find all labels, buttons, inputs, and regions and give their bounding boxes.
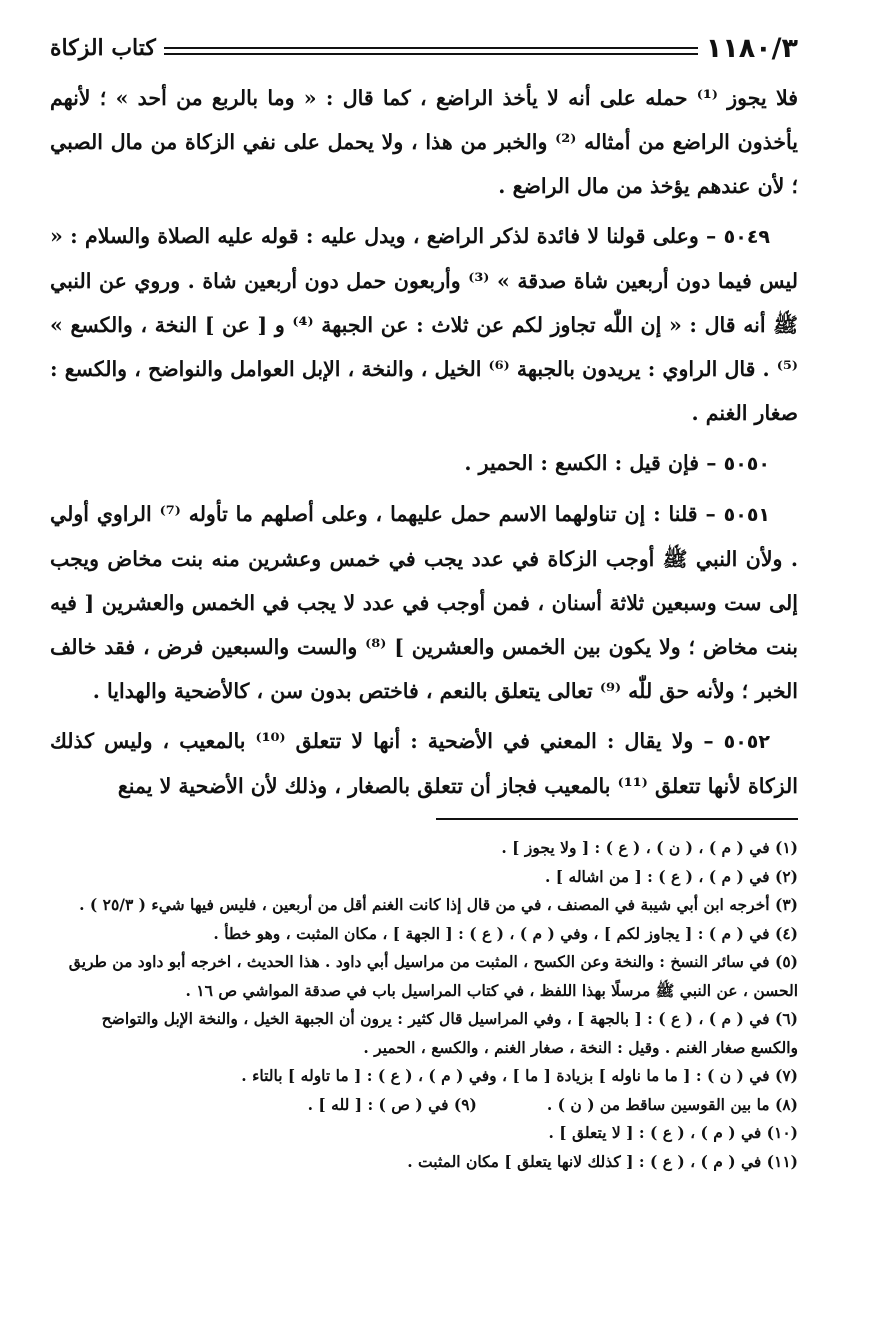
- footnote-6: (٦) في ( م ) ، ( ع ) : [ بالجهة ] ، وفي المراسيل قال كثير : يرون أن الجبهة الخيل ، والنخة الإبل والتواضح والكسع صغار الغنم . وقيل : النخة ، صغار الغنم ، والكسع ، الحمير .: [101, 1009, 798, 1057]
- footnote-7: (٧) في ( ن ) : [ ما ما ناوله ] بزيادة [ ما ] ، وفي ( م ) ، ( ع ) : [ ما تاوله ] بالتاء .: [241, 1066, 798, 1085]
- paragraph-5051: [50, 492, 798, 713]
- footnote-8-9-row: [50, 1091, 798, 1120]
- footnote-2: (٢) في ( م ) ، ( ع ) : [ من اشاله ] .: [544, 866, 798, 886]
- footnote-11: (١١) في ( م ) ، ( ع ) : [ كذلك لانها يتعلق ] مكان المثبت .: [407, 1151, 798, 1171]
- footnote-separator: [436, 818, 798, 820]
- paragraph-number: ٥٠٤٩: [723, 226, 771, 248]
- page-number: ١١٨٠/٣: [705, 32, 798, 64]
- footnote-4: (٤) في ( م ) : [ يجاوز لكم ] ، وفي ( م ) ، ( ع ) : [ الجهة ] ، مكان المثبت ، وهو خطأ .: [213, 923, 798, 943]
- paragraph-intro: [50, 76, 798, 208]
- paragraph-5050: [50, 441, 798, 486]
- footnote-3: (٣) أخرجه ابن أبي شيبة في المصنف ، في من قال إذا كانت الغنم أقل من أربعين ، فليس فيها شيء ( ٢٥/٣ ) .: [79, 895, 798, 914]
- paragraph-text: – فإن قيل : الكسع : الحمير .: [464, 451, 717, 475]
- footnotes: [50, 834, 798, 1176]
- footnote-5: (٥) في سائر النسخ : والنخة وعن الكسح ، المثبت من مراسيل أبي داود . هذا الحديث ، اخرجه أبو داود من طريق الحسن ، عن النبي ﷺ مرسلًا بهذا اللفظ ، في كتاب المراسيل باب في صدقة المواشي ص ١٦ .: [68, 952, 798, 1000]
- paragraph-number: ٥٠٥١: [723, 504, 771, 526]
- paragraph-text: – وعلى قولنا لا فائدة لذكر الراضع ، ويدل عليه : قوله عليه الصلاة والسلام : « ليس فيما دون أربعين شاة صدقة » ⁽³⁾ وأربعون حمل دون أربعين شاة . وروي عن النبي ﷺ أنه قال : « إن اللّٰه تجاوز لكم عن ثلاث : عن الجبهة ⁽⁴⁾ و [ عن ] النخة ، والكسع » ⁽⁵⁾ . قال الراوي : يريدون بالجبهة ⁽⁶⁾ الخيل ، والنخة ، الإبل العوامل والنواضح ، والكسع : صغار الغنم .: [50, 224, 799, 425]
- running-title: كتاب الزكاة: [50, 35, 156, 61]
- paragraph-5052: [50, 719, 798, 808]
- footnote-1: (١) في ( م ) ، ( ن ) ، ( ع ) : [ ولا يجوز ] .: [501, 838, 798, 857]
- paragraph-number: ٥٠٥٠: [723, 453, 770, 475]
- header-rule: [164, 47, 698, 55]
- paragraph-text: فلا يجوز ⁽¹⁾ حمله على أنه لا يأخذ الراضع ، كما قال : « وما بالربع من أحد » ؛ لأنهم يأخذون الراضع من أمثاله ⁽²⁾ والخبر من هذا ، ولا يحمل على نفي الزكاة من مال الصبي ؛ لأن عندهم يؤخذ من مال الراضع .: [50, 86, 799, 198]
- paragraph-number: ٥٠٥٢: [723, 731, 770, 753]
- book-page: [50, 28, 798, 1176]
- paragraph-text: – ولا يقال : المعني في الأضحية : أنها لا تتعلق ⁽¹⁰⁾ بالمعيب ، وليس كذلك الزكاة لأنها تتعلق ⁽¹¹⁾ بالمعيب فجاز أن تتعلق بالصغار ، وذلك لأن الأضحية لا يمنع: [50, 729, 798, 798]
- footnote-10: (١٠) في ( م ) ، ( ع ) : [ لا يتعلق ] .: [548, 1123, 798, 1142]
- paragraph-text: – قلنا : إن تناولهما الاسم حمل عليهما ، وعلى أصلهم ما تأوله ⁽⁷⁾ الراوي أولي . ولأن النبي ﷺ أوجب الزكاة في عدد يجب في خمس وعشرين منه بنت مخاض ويجب إلى ست وسبعين ثلاثة أسنان ، فمن أوجب في عدد لا يجب في الخمس والعشرين [ فيه بنت مخاض ؛ ولا يكون بين الخمس والعشرين ] ⁽⁸⁾ والست والسبعين فرض ، فقد خالف الخبر ؛ ولأنه حق للّٰه ⁽⁹⁾ تعالى يتعلق بالنعم ، فاختص بدون سن ، كالأضحية والهدايا .: [50, 502, 798, 703]
- footnote-8: (٨) ما بين القوسين ساقط من ( ن ) .: [546, 1094, 798, 1114]
- paragraph-5049: [50, 214, 798, 435]
- main-text: [50, 76, 798, 808]
- footnote-9: (٩) في ( ص ) : [ لله ] .: [307, 1094, 477, 1114]
- page-header: [50, 28, 798, 68]
